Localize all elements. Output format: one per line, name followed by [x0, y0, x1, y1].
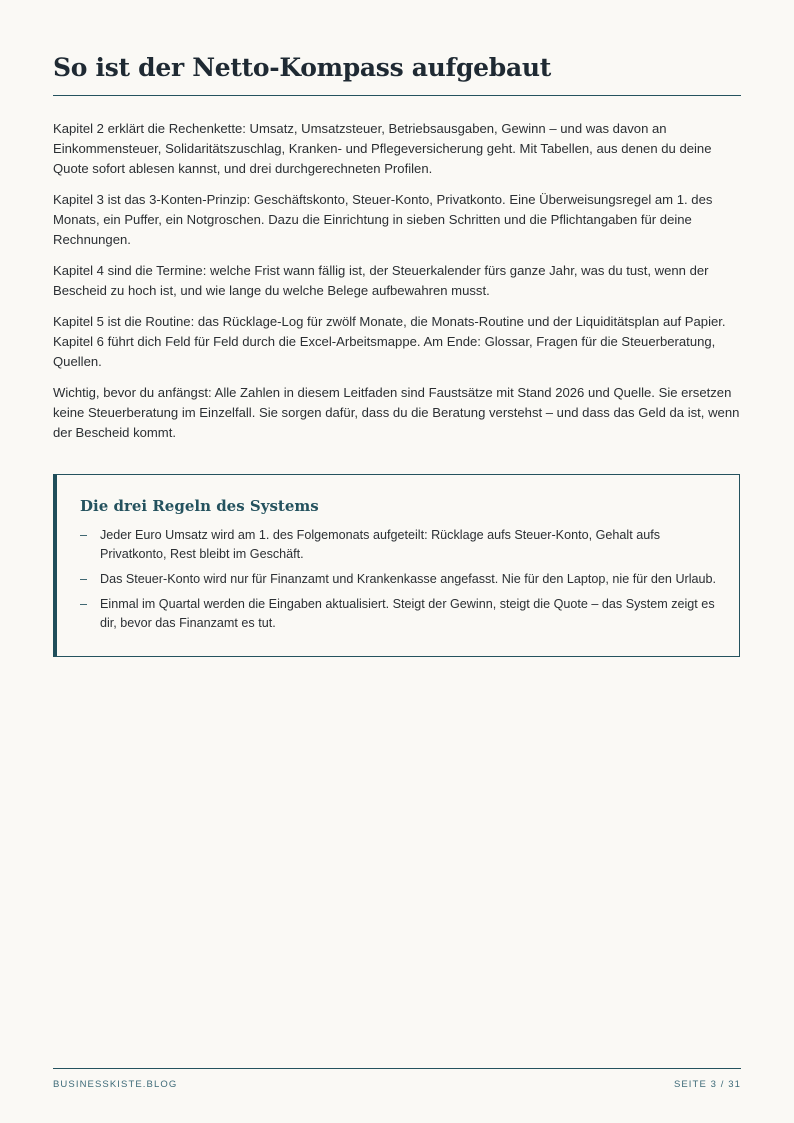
paragraph-kapitel-4: Kapitel 4 sind die Termine: welche Frist wann fällig ist, der Steuerkalender fürs ganze Jahr, was du tust, wenn der Bescheid zu hoch ist, und wie lange du welche Belege aufbewahren musst. [53, 263, 709, 298]
rules-callout-box [53, 474, 740, 657]
dash-bullet-icon: – [80, 597, 88, 611]
footer-page-number: SEITE 3 / 31 [673, 1079, 741, 1090]
rule-text: Jeder Euro Umsatz wird am 1. des Folgemonats aufgeteilt: Rücklage aufs Steuer-Konto, Gehalt aufs Privatkonto, Rest bleibt im Geschäft. [100, 528, 661, 561]
rule-item [80, 595, 720, 633]
title-divider [53, 95, 741, 96]
footer-site-name: BUSINESSKISTE.BLOG [53, 1079, 178, 1090]
footer-divider [53, 1068, 741, 1069]
dash-bullet-icon: – [80, 528, 88, 542]
dash-bullet-icon: – [80, 572, 88, 586]
paragraph-kapitel-5-6: Kapitel 5 ist die Routine: das Rücklage-Log für zwölf Monate, die Monats-Routine und der Liquiditätsplan auf Papier. Kapitel 6 führt dich Feld für Feld durch die Excel-Arbeitsmappe. Am Ende: Glossar, Fragen für die Steuerberatung, Quellen. [53, 314, 726, 369]
body-text [53, 119, 743, 454]
page-title: So ist der Netto-Kompass aufgebaut [53, 53, 551, 82]
paragraph-kapitel-2: Kapitel 2 erklärt die Rechenkette: Umsatz, Umsatzsteuer, Betriebsausgaben, Gewinn – und was davon an Einkommensteuer, Solidaritätszuschlag, Kranken- und Pflegeversicherung geht. Mit Tabellen, aus denen du deine Quote sofort ablesen kannst, und drei durchgerechneten Profilen. [53, 121, 712, 176]
rule-item [80, 526, 720, 564]
callout-title: Die drei Regeln des Systems [80, 497, 319, 515]
paragraph-hinweis: Wichtig, bevor du anfängst: Alle Zahlen in diesem Leitfaden sind Faustsätze mit Stand 2026 und Quelle. Sie ersetzen keine Steuerberatung im Einzelfall. Sie sorgen dafür, dass du die Beratung verstehst – und dass das Geld da ist, wenn der Bescheid kommt. [53, 385, 740, 440]
rule-text: Das Steuer-Konto wird nur für Finanzamt und Krankenkasse angefasst. Nie für den Laptop, nie für den Urlaub. [100, 572, 717, 586]
rules-list [80, 526, 720, 639]
paragraph-kapitel-3: Kapitel 3 ist das 3-Konten-Prinzip: Geschäftskonto, Steuer-Konto, Privatkonto. Eine Überweisungsregel am 1. des Monats, ein Puffer, ein Notgroschen. Dazu die Einrichtung in sieben Schritten und die Pflichtangaben für deine Rechnungen. [53, 192, 713, 247]
rule-text: Einmal im Quartal werden die Eingaben aktualisiert. Steigt der Gewinn, steigt die Quote – das System zeigt es dir, bevor das Finanzamt es tut. [100, 597, 715, 630]
rule-item [80, 570, 720, 589]
